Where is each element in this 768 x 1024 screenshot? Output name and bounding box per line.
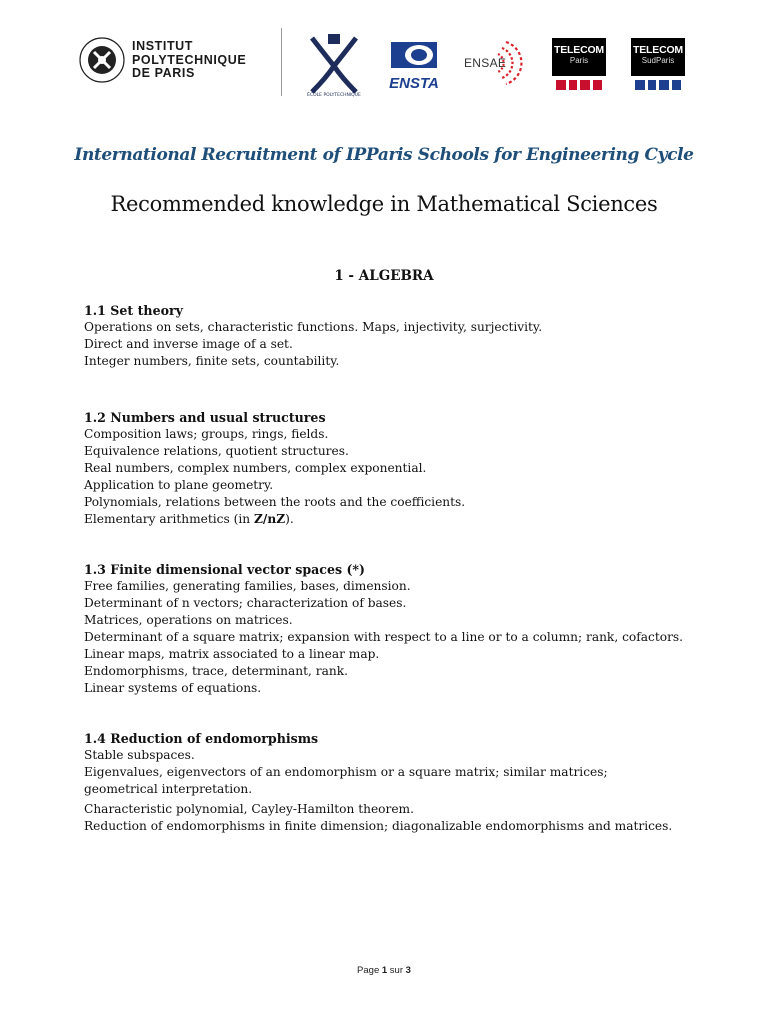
text-line: Integer numbers, finite sets, countability. bbox=[84, 354, 340, 368]
text-line: Linear systems of equations. bbox=[84, 681, 262, 695]
subsection-heading: 1.4 Reduction of endomorphisms bbox=[84, 731, 319, 746]
ensta-logo bbox=[385, 38, 443, 92]
bold-term: Z/nZ bbox=[254, 512, 286, 526]
text-line: Stable subspaces. bbox=[84, 748, 195, 762]
subsection-set-theory bbox=[84, 302, 684, 370]
text-fragment: Elementary arithmetics (in bbox=[84, 512, 255, 526]
document-subtitle: Recommended knowledge in Mathematical Sciences bbox=[110, 192, 658, 216]
subsection-vector-spaces bbox=[84, 561, 684, 697]
text-fragment: ). bbox=[285, 512, 294, 526]
telecom-sudparis-band bbox=[631, 76, 685, 94]
text-line: Determinant of a square matrix; expansion with respect to a line or to a column; rank, cofactors. bbox=[84, 630, 684, 644]
ensta-label: ENSTA bbox=[389, 75, 439, 92]
telecom-paris-band bbox=[552, 76, 606, 94]
text-line: Endomorphisms, trace, determinant, rank. bbox=[84, 664, 348, 678]
text-line-arithmetics bbox=[84, 511, 684, 528]
telecom-sudparis-name: TELECOM bbox=[633, 44, 683, 56]
ecole-polytechnique-logo bbox=[306, 32, 362, 98]
ipp-line-2: POLYTECHNIQUE bbox=[132, 52, 247, 67]
telecom-sudparis-logo bbox=[631, 38, 685, 94]
section-heading: 1 - ALGEBRA bbox=[334, 268, 434, 284]
spacer bbox=[84, 370, 684, 409]
spacer bbox=[84, 528, 684, 561]
logo-divider bbox=[281, 28, 282, 96]
ensae-label: ENSAE bbox=[464, 56, 507, 70]
telecom-paris-name: TELECOM bbox=[554, 44, 604, 56]
subsection-numbers bbox=[84, 409, 684, 528]
document-body bbox=[84, 302, 684, 835]
document-title: International Recruitment of IPParis Schools for Engineering Cycle bbox=[74, 145, 694, 165]
ipp-line-3: DE PARIS bbox=[132, 66, 195, 80]
ensta-emblem-icon bbox=[385, 38, 443, 72]
text-line: Polynomials, relations between the roots and the coefficients. bbox=[84, 495, 466, 509]
page-number: 1 bbox=[381, 965, 388, 976]
text-line: Free families, generating families, bases, dimension. bbox=[84, 579, 411, 593]
subsection-reduction bbox=[84, 730, 684, 835]
text-line: Determinant of n vectors; characterization of bases. bbox=[84, 596, 407, 610]
subsection-heading: 1.1 Set theory bbox=[84, 303, 183, 318]
text-line: Equivalence relations, quotient structures. bbox=[84, 444, 349, 458]
telecom-paris-sub: Paris bbox=[569, 56, 589, 65]
ensae-logo bbox=[458, 38, 528, 88]
subsection-heading: 1.3 Finite dimensional vector spaces (*) bbox=[84, 562, 365, 577]
text-line: Composition laws; groups, rings, fields. bbox=[84, 427, 329, 441]
text-line: Characteristic polynomial, Cayley-Hamilton theorem. bbox=[84, 802, 414, 816]
text-line: Matrices, operations on matrices. bbox=[84, 613, 293, 627]
ipp-logo-text bbox=[132, 40, 246, 81]
spacer bbox=[84, 697, 684, 730]
text-line: Application to plane geometry. bbox=[84, 478, 274, 492]
ipp-logo bbox=[78, 36, 258, 86]
ipp-line-1: INSTITUT bbox=[132, 39, 194, 53]
text-line: Real numbers, complex numbers, complex exponential. bbox=[84, 461, 427, 475]
text-line: Linear maps, matrix associated to a linear map. bbox=[84, 647, 380, 661]
text-line: Operations on sets, characteristic functions. Maps, injectivity, surjectivity. bbox=[84, 320, 543, 334]
footer-middle: sur bbox=[387, 965, 406, 976]
x-emblem-icon bbox=[306, 32, 362, 98]
page-footer bbox=[0, 965, 768, 976]
x-logo-caption: ÉCOLE POLYTECHNIQUE bbox=[307, 93, 361, 98]
ipp-emblem-icon bbox=[78, 36, 126, 84]
subsection-heading: 1.2 Numbers and usual structures bbox=[84, 410, 326, 425]
logo-strip bbox=[78, 26, 698, 98]
footer-prefix: Page bbox=[357, 965, 382, 976]
telecom-sudparis-sub: SudParis bbox=[641, 56, 675, 65]
page-total: 3 bbox=[405, 965, 411, 976]
text-line: Reduction of endomorphisms in finite dimension; diagonalizable endomorphisms and matrices. bbox=[84, 819, 673, 833]
text-line: Eigenvalues, eigenvectors of an endomorphism or a square matrix; similar matrices; geometrical interpretation. bbox=[84, 765, 608, 796]
telecom-paris-logo bbox=[552, 38, 606, 94]
text-line: Direct and inverse image of a set. bbox=[84, 337, 293, 351]
